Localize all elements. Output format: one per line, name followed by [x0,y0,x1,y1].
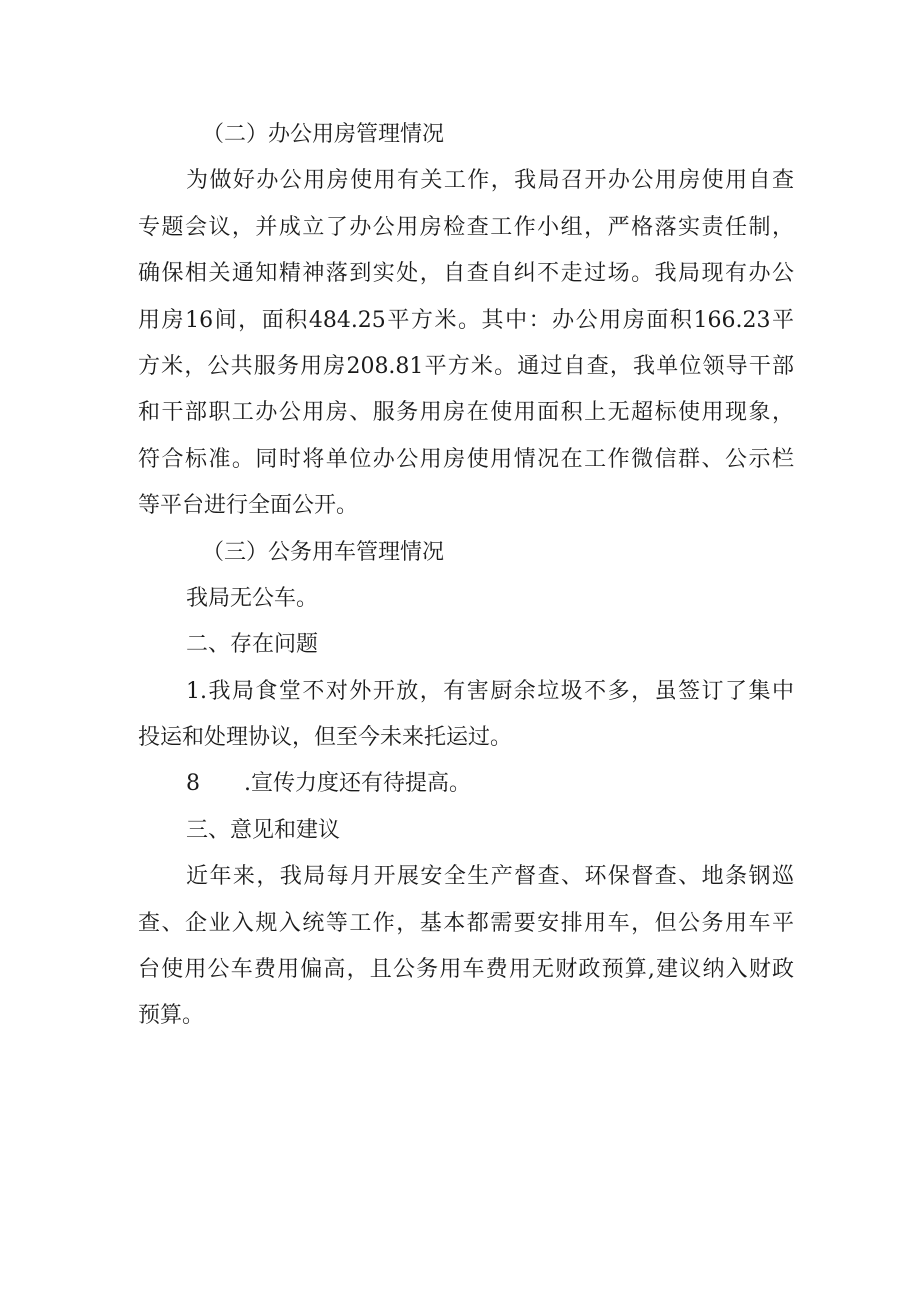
paragraph-line: 等平台进行全面公开。 [138,493,359,519]
section-heading-office-rooms: （二）办公用房管理情况 [202,122,445,147]
paragraph-line: 查、企业入规入统等工作，基本都需要安排用车，但公务用车平 [138,910,794,936]
paragraph-line: 用房16间，面积484.25平方米。其中：办公用房面积166.23平 [138,307,794,333]
paragraph-line: 预算。 [138,1003,205,1029]
section-heading-official-cars: （三）公务用车管理情况 [202,539,445,565]
paragraph-line: 1.我局食堂不对外开放，有害厨余垃圾不多，虽签订了集中 [186,678,794,704]
paragraph-line: 为做好办公用房使用有关工作，我局召开办公用房使用自查 [186,168,794,194]
paragraph-line: 台使用公车费用偏高，且公务用车费用无财政预算,建议纳入财政 [138,957,794,983]
paragraph-line: 专题会议，并成立了办公用房检查工作小组，严格落实责任制， [138,214,794,240]
paragraph-line: 近年来，我局每月开展安全生产督查、环保督查、地条钢巡 [186,864,794,890]
section-heading-problems: 二、存在问题 [186,632,319,658]
paragraph-line: 和干部职工办公用房、服务用房在使用面积上无超标使用现象， [138,400,794,426]
problem-item-2 [138,761,794,807]
paragraph-line: 我局无公车。 [186,585,319,611]
paragraph-line: 符合标准。同时将单位办公用房使用情况在工作微信群、公示栏 [138,446,794,472]
paragraph-line: 投运和处理协议，但至今未来托运过。 [138,725,513,751]
paragraph-line: 确保相关通知精神落到实处，自查自纠不走过场。我局现有办公 [138,261,794,287]
problem-item-number: 8 [186,771,200,797]
paragraph-line: 方米，公共服务用房208.81平方米。通过自查，我单位领导干部 [138,353,794,379]
section-heading-suggestions: 三、意见和建议 [186,817,341,843]
problem-item-text: .宣传力度还有待提高。 [244,771,471,797]
document-page [138,112,794,1040]
